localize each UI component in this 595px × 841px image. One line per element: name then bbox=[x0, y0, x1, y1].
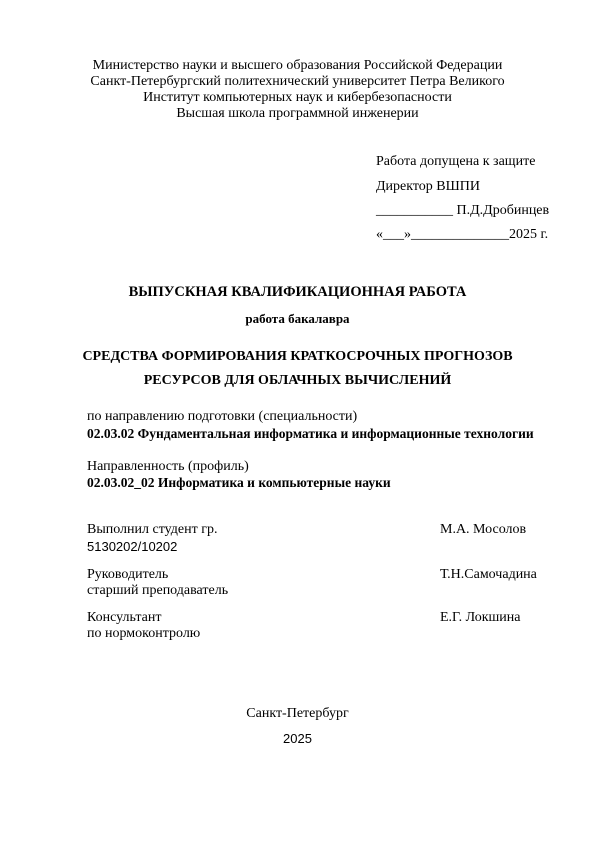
profile-value: 02.03.02_02 Информатика и компьютерные науки bbox=[87, 475, 391, 490]
student-name: М.А. Мосолов bbox=[440, 522, 527, 537]
approval-date: «___»______________2025 г. bbox=[376, 227, 549, 242]
approval-position: Директор ВШПИ bbox=[376, 179, 480, 194]
document-type: ВЫПУСКНАЯ КВАЛИФИКАЦИОННАЯ РАБОТА bbox=[128, 284, 467, 300]
consultant-name: Е.Г. Локшина bbox=[440, 610, 521, 625]
university-name: Санкт-Петербургский политехнический университет Петра Великого bbox=[90, 74, 505, 89]
direction-label: по направлению подготовки (специальности) bbox=[87, 409, 358, 424]
school-name: Высшая школа программной инженерии bbox=[176, 106, 419, 121]
supervisor-title: старший преподаватель bbox=[87, 583, 229, 598]
supervisor-name: Т.Н.Самочадина bbox=[440, 567, 537, 582]
approval-signature: ___________ П.Д.Дробинцев bbox=[376, 203, 550, 218]
student-label: Выполнил студент гр. bbox=[87, 522, 218, 537]
student-group: 5130202/10202 bbox=[87, 539, 178, 554]
ministry-name: Министерство науки и высшего образования Российской Федерации bbox=[92, 58, 503, 73]
consultant-label: Консультант bbox=[87, 610, 162, 625]
consultant-note: по нормоконтролю bbox=[87, 626, 201, 641]
footer-city: Санкт-Петербург bbox=[246, 706, 349, 721]
topic-line-1: СРЕДСТВА ФОРМИРОВАНИЯ КРАТКОСРОЧНЫХ ПРОГНОЗОВ bbox=[82, 349, 513, 364]
topic-line-2: РЕСУРСОВ ДЛЯ ОБЛАЧНЫХ ВЫЧИСЛЕНИЙ bbox=[143, 373, 452, 388]
institute-name: Институт компьютерных наук и кибербезопасности bbox=[143, 90, 452, 105]
document-kind: работа бакалавра bbox=[245, 311, 350, 326]
footer-year: 2025 bbox=[283, 731, 312, 746]
profile-label: Направленность (профиль) bbox=[87, 459, 249, 474]
approval-admitted: Работа допущена к защите bbox=[376, 154, 536, 169]
direction-value: 02.03.02 Фундаментальная информатика и информационные технологии bbox=[87, 426, 534, 441]
supervisor-label: Руководитель bbox=[87, 567, 169, 582]
